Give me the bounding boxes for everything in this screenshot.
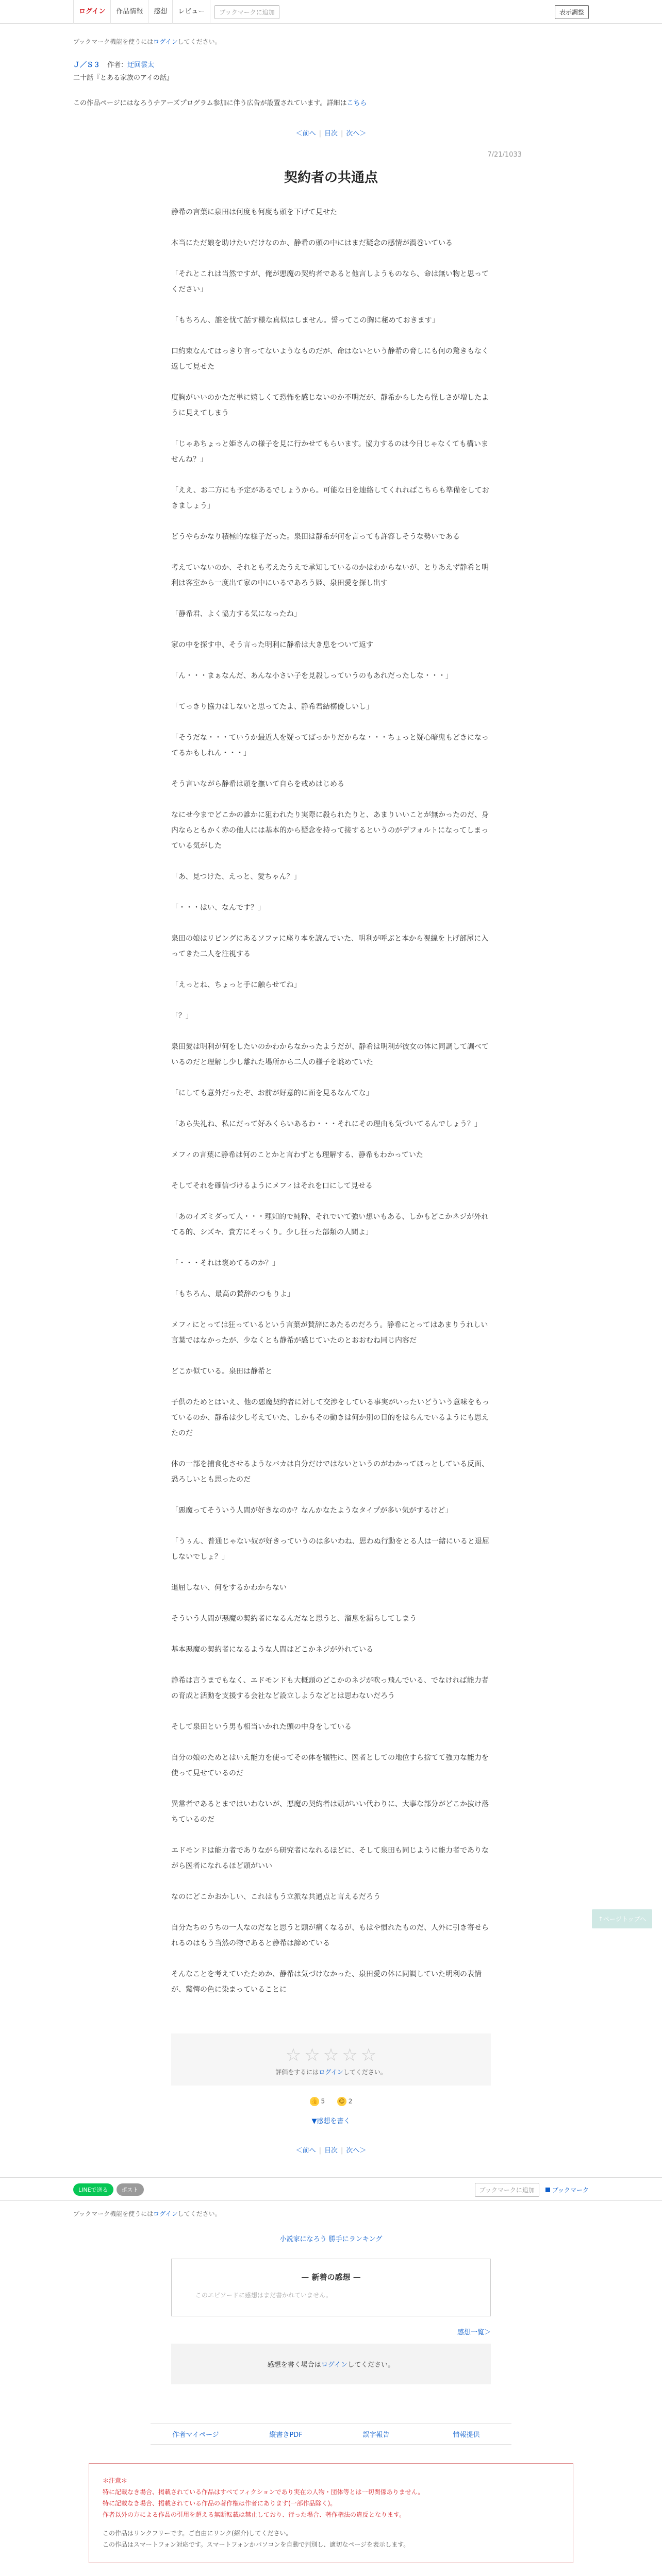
- body-paragraph: 子供のためとはいえ、他の悪魔契約者に対して交渉をしている事実がいったいどういう意味をもっているのか、静希は少し考えていた、しかもその動きは何か別の目的をはらんでいるようにも思えたのだ: [171, 1398, 489, 1437]
- body-paragraph: 「そうだな・・・ていうか最近人を疑ってばっかりだからな・・・ちょっと疑心暗鬼もどきになってるかもしれん・・・」: [171, 734, 489, 757]
- star-icon[interactable]: ☆: [304, 2045, 320, 2065]
- prev-link[interactable]: ＜前へ: [295, 130, 316, 138]
- footer-links: [151, 2424, 511, 2445]
- series-title-link[interactable]: Ｊ／Ｓ３: [73, 61, 101, 69]
- next-link[interactable]: 次へ＞: [346, 130, 367, 138]
- vertical-pdf-link[interactable]: 縦書きPDF: [269, 2431, 303, 2439]
- impressions-list-link-wrap: [171, 2327, 491, 2336]
- caution-box: [89, 2463, 573, 2563]
- reaction-thumbs-up[interactable]: 👍 5: [310, 2097, 325, 2106]
- body-paragraph: 「ん・・・まぁなんだ、あんな小さい子を見殺しっていうのもあれだったしな・・・」: [171, 672, 453, 680]
- body-paragraph: どこか似ている。泉田は静希と: [171, 1367, 272, 1376]
- rating-note: 評価をするにはログインしてください。: [275, 2069, 387, 2076]
- author-label: 作者：: [107, 61, 128, 69]
- body-paragraph: そしてそれを確信づけるようにメフィはそれを口にして見せる: [171, 1182, 373, 1190]
- body-paragraph: 泉田の娘はリビングにあるソファに座り本を読んでいた、明利が呼ぶと本から視線を上げ部屋に入ってきた二人を注視する: [171, 935, 489, 958]
- impression-login-link[interactable]: ログイン: [321, 2361, 348, 2369]
- body-paragraph: 「もちろん、最高の賛辞のつもりよ」: [171, 1290, 294, 1298]
- body-paragraph: そして泉田という男も相当いかれた頭の中身をしている: [171, 1723, 352, 1731]
- series-info: [73, 59, 589, 69]
- body-paragraph: 「てっきり協力はしないと思ってたよ、静希君結構優しいし」: [171, 703, 373, 711]
- bookmark-icon: [545, 2188, 550, 2192]
- body-paragraph: 退屈しない、何をするかわからない: [171, 1584, 287, 1592]
- body-paragraph: 「・・・それは褒めてるのか？」: [171, 1259, 279, 1267]
- no-impressions-text: このエピソードに感想はまだ書かれていません。: [195, 2292, 332, 2299]
- notice-login-link-bottom[interactable]: ログイン: [153, 2210, 178, 2217]
- new-impressions-box: [171, 2259, 491, 2316]
- rating-login-link[interactable]: ログイン: [319, 2069, 343, 2076]
- body-paragraph: 泉田愛は明利が何をしたいのかわからなかったようだが、静希は明利が彼女の体に同調して調べているのだと理解し少し離れた場所から二人の様子を眺めていた: [171, 1043, 489, 1066]
- body-paragraph: メフィにとっては狂っているという言葉が賛辞にあたるのだろう。静希にとってはあまりうれしい言葉ではなかったが、少なくとも静希が感じていたのとおおむね同じ内容だ: [171, 1321, 488, 1345]
- star-icon[interactable]: ☆: [285, 2045, 302, 2065]
- body-paragraph: 自分たちのうちの一人なのだなと思うと頭が痛くなるが、もはや慣れたものだ、人外に引き寄せられるのはもう当然の物であると静希は諦めている: [171, 1924, 489, 1947]
- prev-link-bottom[interactable]: ＜前へ: [295, 2147, 316, 2155]
- caution-line: 特に記載なき場合、掲載されている作品はすべてフィクションであり実在の人物・団体等とは一切関係ありません。: [103, 2488, 424, 2496]
- body-paragraph: 「もちろん、誰を忧て話す様な真似はしません。誓ってこの胸に秘めておきます」: [171, 316, 439, 325]
- author-mypage-link[interactable]: 作者マイページ: [172, 2431, 219, 2439]
- login-link[interactable]: ログイン: [73, 0, 111, 24]
- notice-login-link[interactable]: ログイン: [153, 38, 178, 45]
- body-paragraph: 「えっとね、ちょっと手に触らせてね」: [171, 981, 301, 989]
- star-icon[interactable]: ☆: [342, 2045, 358, 2065]
- chapter-title: 二十話『とある家族のアイの話』: [73, 74, 173, 82]
- line-share-button[interactable]: LINEで送る: [73, 2183, 113, 2196]
- nav-impressions[interactable]: 感想: [148, 0, 173, 24]
- body-paragraph: そういう人間が悪魔の契約者になるんだなと思うと、溜息を漏らしてしまう: [171, 1615, 417, 1623]
- body-paragraph: 「それとこれは当然ですが、俺が悪魔の契約者であると他言しようものなら、命は無い物と思ってください」: [171, 270, 489, 294]
- body-paragraph: 「うぅん、普通じゃない奴が好きっていうのは多いわね、思わぬ行動をとる人は一緒にいると退屈しないでしょ？」: [171, 1537, 489, 1561]
- body-paragraph: 家の中を探す中、そう言った明利に静希は大き息をついて返す: [171, 641, 373, 649]
- nav-work-info[interactable]: 作品情報: [111, 0, 148, 24]
- author-link[interactable]: 迂回雲太: [127, 61, 155, 69]
- thumbs-up-icon: 👍: [310, 2097, 319, 2106]
- bottom-pager: ＜前へ | 目次 | 次へ＞: [295, 2147, 367, 2155]
- body-paragraph: 静希の言葉に泉田は何度も何度も頭を下げて見せた: [171, 208, 337, 216]
- body-paragraph: 「ええ、お二方にも予定があるでしょうから。可能な日を連絡してくれればこちらも準備をしておきましょう」: [171, 486, 489, 510]
- post-share-button[interactable]: ポスト: [117, 2183, 144, 2196]
- page-top-button[interactable]: ↑ページトップへ: [592, 1909, 652, 1928]
- body-paragraph: どうやらかなり積極的な様子だった。泉田は静希が何を言っても許容しそうな勢いである: [171, 533, 460, 541]
- caution-line: この作品はリンクフリーです。ご自由にリンク(紹介)してください。: [103, 2530, 292, 2537]
- reaction-smile[interactable]: 😊 2: [337, 2097, 352, 2106]
- body-paragraph: 自分の娘のためとはいえ能力を使ってその体を犠牲に、医者としての地位すら捨てて強力な能力を使って見せているのだ: [171, 1754, 489, 1777]
- share-bar: [0, 2177, 662, 2201]
- body-paragraph: なにせ今までどこかの誰かに狙われたり実際に殺られたりと、あまりいいことが無かったのだ、身内ならともかく赤の他人には基本的から疑念を持って接するというのがデフォルトになってしまっている気がした: [171, 811, 489, 850]
- bookmark-add-button-bottom[interactable]: ブックマークに追加: [475, 2183, 539, 2197]
- reactions: [0, 2097, 662, 2106]
- body-paragraph: 度胸がいいのかただ単に嬉しくて恐怖を感じないのか不明だが、静希からしたら怪しさが増したように見えてしまう: [171, 394, 489, 417]
- body-paragraph: そんなことを考えていたためか、静希は気づけなかった、泉田愛の体に同調していた明利の表情が、驚愕の色に染まっていることに: [171, 1970, 482, 1994]
- info-report-link[interactable]: 情報提供: [453, 2431, 480, 2439]
- body-paragraph: 静希は言うまでもなく、エドモンドも大概頭のどこかのネジが吹っ飛んでいる、でなければ能力者の育成と活動を支援する会社など設立しようなどとは思わないだろう: [171, 1676, 489, 1700]
- typo-report-link[interactable]: 誤字報告: [362, 2431, 390, 2439]
- contest-details-link[interactable]: こちら: [346, 99, 367, 107]
- toc-link[interactable]: 目次: [324, 130, 338, 138]
- login-notice-bottom: ブックマーク機能を使うにはログインしてください。: [73, 2210, 221, 2217]
- login-notice: ブックマーク機能を使うにはログインしてください。: [73, 38, 221, 45]
- bookmark-add-button[interactable]: ブックマークに追加: [214, 5, 279, 19]
- rating-box: [171, 2033, 491, 2086]
- bookmark-link[interactable]: ブックマーク: [545, 2185, 589, 2194]
- body-paragraph: なのにどこかおかしい、これはもう立派な共通点と言えるだろう: [171, 1893, 380, 1901]
- body-paragraph: 考えていないのか、それとも考えたうえで承知しているのかはわからないが、とりあえず静希と明利は客室から一度出て家の中にいるであろう姫、泉田愛を探し出す: [171, 564, 489, 587]
- body-paragraph: 「あ、見つけた、えっと、愛ちゃん？」: [171, 873, 301, 881]
- caution-line: 作者以外の方による作品の引用を超える無断転載は禁止しており、行った場合、著作権法の違反となります。: [103, 2511, 406, 2518]
- toc-link-bottom[interactable]: 目次: [324, 2147, 338, 2155]
- ranking-link[interactable]: 小説家になろう 勝手にランキング: [279, 2235, 383, 2243]
- body-paragraph: 「じゃあちょっと姫さんの様子を見に行かせてもらいます。協力するのは今日じゃなくても構いませんね？」: [171, 440, 488, 464]
- impressions-list-link[interactable]: 感想一覧＞: [457, 2329, 491, 2336]
- body-paragraph: 「あら失礼ね、私にだって好みくらいあるわ・・・それにその理由も気づいてるんでしょう？」: [171, 1120, 482, 1128]
- top-navigation-bar: [0, 0, 662, 24]
- rating-stars: [171, 2045, 491, 2065]
- nav-reviews[interactable]: レビュー: [173, 0, 210, 24]
- episode-number: 7/21/1033: [487, 151, 522, 159]
- body-paragraph: 基本悪魔の契約者になるような人間はどこかネジが外れている: [171, 1646, 373, 1654]
- body-paragraph: そう言いながら静希は頭を撫いて自らを戒めはじめる: [171, 780, 344, 788]
- body-paragraph: 体の一部を捕食化させるようなバカは自分だけではないというのがわかってほっとしている反面、恐ろしいとも思ったのだ: [171, 1460, 489, 1484]
- main-content: [73, 37, 589, 138]
- body-paragraph: エドモンドは能力者でありながら研究者になれるほどに、そして泉田も同じように能力者でありながら医者になれるほど頭がいい: [171, 1846, 489, 1870]
- body-paragraph: メフィの言葉に静希は何のことかと言わずとも理解する、静希もわかっていた: [171, 1151, 423, 1159]
- display-settings-button[interactable]: 表示調整: [555, 5, 589, 19]
- body-paragraph: 「にしても意外だったぞ、お前が好意的に面を見るなんてな」: [171, 1089, 373, 1097]
- caution-heading: ＊注意＊: [103, 2477, 128, 2484]
- write-impression-toggle[interactable]: ▼感想を書く: [311, 2117, 351, 2125]
- caution-line: 特に記載なき場合、掲載されている作品の著作権は作者にあります(一部作品除く)。: [103, 2500, 337, 2507]
- impression-login-box: 感想を書く場合はログインしてください。: [171, 2344, 491, 2384]
- body-paragraph: 「あのイズミダって人・・・理知的で純粋、それでいて強い想いもある、しかもどこかネジが外れてる的、シズキ、貴方にそっくり。少し狂った部類の人間よ」: [171, 1213, 489, 1236]
- star-icon[interactable]: ☆: [360, 2045, 377, 2065]
- new-impressions-title: — 新着の感想 —: [301, 2273, 361, 2282]
- contest-notice: この作品ページにはなろうチアーズプログラム参加に伴う広告が設置されています。詳細はこちら: [73, 99, 367, 107]
- caution-line: この作品はスマートフォン対応です。スマートフォンかパソコンを自動で判別し、適切なページを表示します。: [103, 2541, 410, 2548]
- body-paragraph: 本当にただ娘を助けたいだけなのか、静希の頭の中にはまだ疑念の感情が渦巻いている: [171, 239, 453, 247]
- body-paragraph: 「？」: [171, 1012, 193, 1020]
- body-paragraph: 口約束なんてはっきり言ってないようなものだが、命はないという静希の脅しにも何の驚きもなく返して見せた: [171, 347, 489, 371]
- body-paragraph: 「悪魔ってそういう人間が好きなのか？なんかなたようなタイプが多い気がするけど」: [171, 1506, 453, 1515]
- body-paragraph: 異常者であるとまではいわないが、悪魔の契約者は頭がいい代わりに、大事な部分がどこか抜け落ちているのだ: [171, 1800, 489, 1824]
- star-icon[interactable]: ☆: [323, 2045, 339, 2065]
- episode-title: 契約者の共通点: [284, 170, 378, 185]
- episode-body: [171, 205, 491, 1997]
- body-paragraph: 「・・・はい、なんです？」: [171, 904, 265, 912]
- smile-icon: 😊: [337, 2097, 346, 2106]
- next-link-bottom[interactable]: 次へ＞: [346, 2147, 367, 2155]
- body-paragraph: 「静希君、よく協力する気になったね」: [171, 610, 301, 618]
- top-pager: ＜前へ | 目次 | 次へ＞: [295, 130, 367, 138]
